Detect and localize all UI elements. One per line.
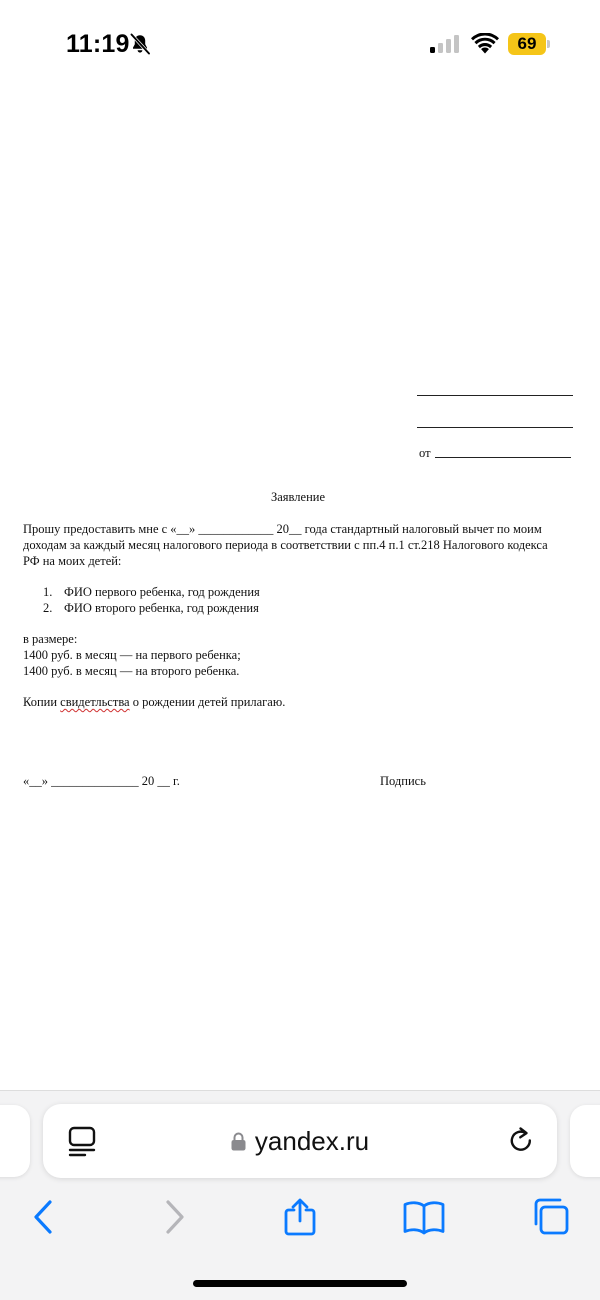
lock-icon: [231, 1132, 246, 1151]
address-bar[interactable]: [43, 1104, 557, 1178]
attachment-suffix: о рождении детей прилагаю.: [129, 695, 286, 709]
list-item-text: ФИО первого ребенка, год рождения: [64, 585, 260, 599]
tabs-icon: [529, 1197, 571, 1237]
forward-icon: [162, 1199, 186, 1235]
list-item-text: ФИО второго ребенка, год рождения: [64, 601, 259, 615]
forward-button[interactable]: [152, 1195, 196, 1239]
children-list: [43, 584, 260, 616]
bookmarks-button[interactable]: [402, 1195, 446, 1239]
url-display[interactable]: [43, 1104, 557, 1178]
addressee-line-2: [417, 427, 573, 428]
from-label: от: [419, 446, 431, 460]
signature-label: Подпись: [380, 774, 426, 788]
request-paragraph: [23, 521, 563, 569]
bookmarks-icon: [402, 1199, 446, 1235]
date-line: «__» ______________ 20 __ г.: [23, 774, 180, 788]
url-text[interactable]: yandex.ru: [254, 1125, 370, 1156]
back-button[interactable]: [22, 1195, 66, 1239]
list-item-number: 2.: [43, 601, 53, 615]
addressee-line-1: [417, 395, 573, 396]
back-icon: [32, 1199, 56, 1235]
amount-line-second: 1400 руб. в месяц — на второго ребенка.: [23, 664, 240, 678]
status-time: 11:19: [66, 30, 130, 58]
from-row: [419, 443, 571, 461]
share-button[interactable]: [278, 1195, 322, 1239]
tabs-button[interactable]: [528, 1195, 572, 1239]
share-icon: [282, 1197, 318, 1237]
amount-line-first: 1400 руб. в месяц — на первого ребенка;: [23, 648, 241, 662]
attachment-prefix: Копии: [23, 695, 61, 709]
misspelled-word: свидетльства: [60, 695, 130, 709]
next-tab-peek[interactable]: [570, 1105, 600, 1177]
battery-icon: 69: [508, 33, 546, 55]
amount-heading: в размере:: [23, 632, 78, 646]
attachment-note: [23, 694, 285, 710]
reload-icon[interactable]: [507, 1126, 535, 1156]
previous-tab-peek[interactable]: [0, 1105, 30, 1177]
list-item: [43, 600, 260, 616]
request-text: Прошу предоставить мне с «__» ____________ 20__ года стандартный налоговый вычет по моим доходам за каждый месяц налогового периода в соответствии с пп.4 п.1 ст.218 Налогового кодекса РФ на моих детей:: [23, 522, 548, 568]
document-title: Заявление: [270, 490, 325, 504]
list-item: [43, 584, 260, 600]
list-item-number: 1.: [43, 585, 53, 599]
amount-block: [23, 631, 241, 679]
browser-bottom-bar: [0, 1090, 600, 1300]
home-indicator[interactable]: [193, 1280, 407, 1287]
from-blank-line: [435, 457, 571, 458]
